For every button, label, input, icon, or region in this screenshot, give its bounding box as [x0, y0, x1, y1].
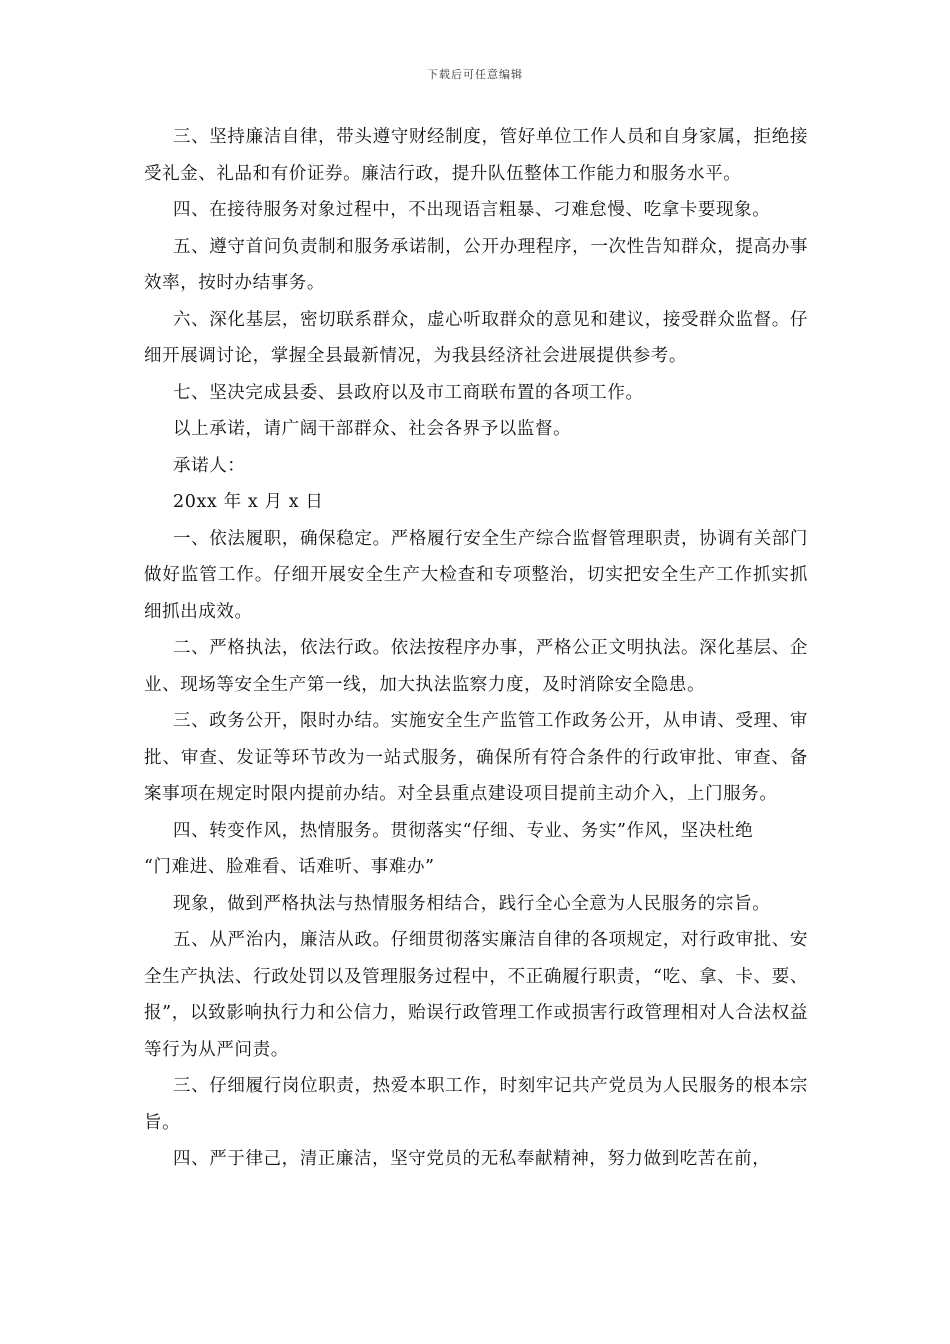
paragraph: 一、依法履职，确保稳定。严格履行安全生产综合监督管理职责，协调有关部门做好监管工作。仔细开展安全生产大检查和专项整治，切实把安全生产工作抓实抓细抓出成效。	[144, 528, 808, 622]
paragraph: 五、遵守首问负责制和服务承诺制，公开办理程序，一次性告知群众，提高办事效率，按时办结事务。	[144, 236, 808, 293]
paragraph: “门难进、脸难看、话难听、事难办”	[144, 857, 435, 877]
paragraph: 三、仔细履行岗位职责，热爱本职工作，时刻牢记共产党员为人民服务的根本宗旨。	[144, 1076, 808, 1133]
date-line: 20xx 年 x 月 x 日	[173, 492, 324, 512]
paragraph: 三、政务公开，限时办结。实施安全生产监管工作政务公开，从申请、受理、审批、审查、发证等环节改为一站式服务，确保所有符合条件的行政审批、审查、备案事项在规定时限内提前办结。对全县重点建设项目提前主动介入，上门服务。	[144, 711, 808, 804]
paragraph: 三、坚持廉洁自律，带头遵守财经制度，管好单位工作人员和自身家属，拒绝接受礼金、礼品和有价证券。廉洁行政，提升队伍整体工作能力和服务水平。	[144, 127, 808, 184]
paragraph: 二、严格执法，依法行政。依法按程序办事，严格公正文明执法。深化基层、企业、现场等安全生产第一线，加大执法监察力度，及时消除安全隐患。	[144, 638, 808, 695]
document-body	[144, 119, 808, 1178]
paragraph: 六、深化基层，密切联系群众，虚心听取群众的意见和建议，接受群众监督。仔细开展调讨论，掌握全县最新情况，为我县经济社会进展提供参考。	[144, 309, 808, 366]
paragraph: 现象，做到严格执法与热情服务相结合，践行全心全意为人民服务的宗旨。	[173, 893, 771, 914]
paragraph: 七、坚决完成县委、县政府以及市工商联布置的各项工作。	[173, 382, 644, 403]
paragraph: 四、转变作风，热情服务。贯彻落实“仔细、专业、务实”作风，坚决杜绝	[173, 820, 754, 841]
paragraph: 四、严于律己，清正廉洁，坚守党员的无私奉献精神，努力做到吃苦在前，	[173, 1149, 771, 1169]
paragraph: 四、在接待服务对象过程中，不出现语言粗暴、刁难怠慢、吃拿卡要现象。	[173, 200, 771, 220]
signatory-label: 承诺人：	[173, 455, 246, 476]
paragraph: 五、从严治内，廉洁从政。仔细贯彻落实廉洁自律的各项规定，对行政审批、安全生产执法、行政处罚以及管理服务过程中，不正确履行职责，“吃、拿、卡、要、报”，以致影响执行力和公信力，贻误行政管理工作或损害行政管理相对人合法权益等行为从严问责。	[144, 930, 808, 1060]
page-header: 下载后可任意编辑	[427, 68, 523, 81]
paragraph: 以上承诺，请广阔干部群众、社会各界予以监督。	[173, 419, 572, 439]
